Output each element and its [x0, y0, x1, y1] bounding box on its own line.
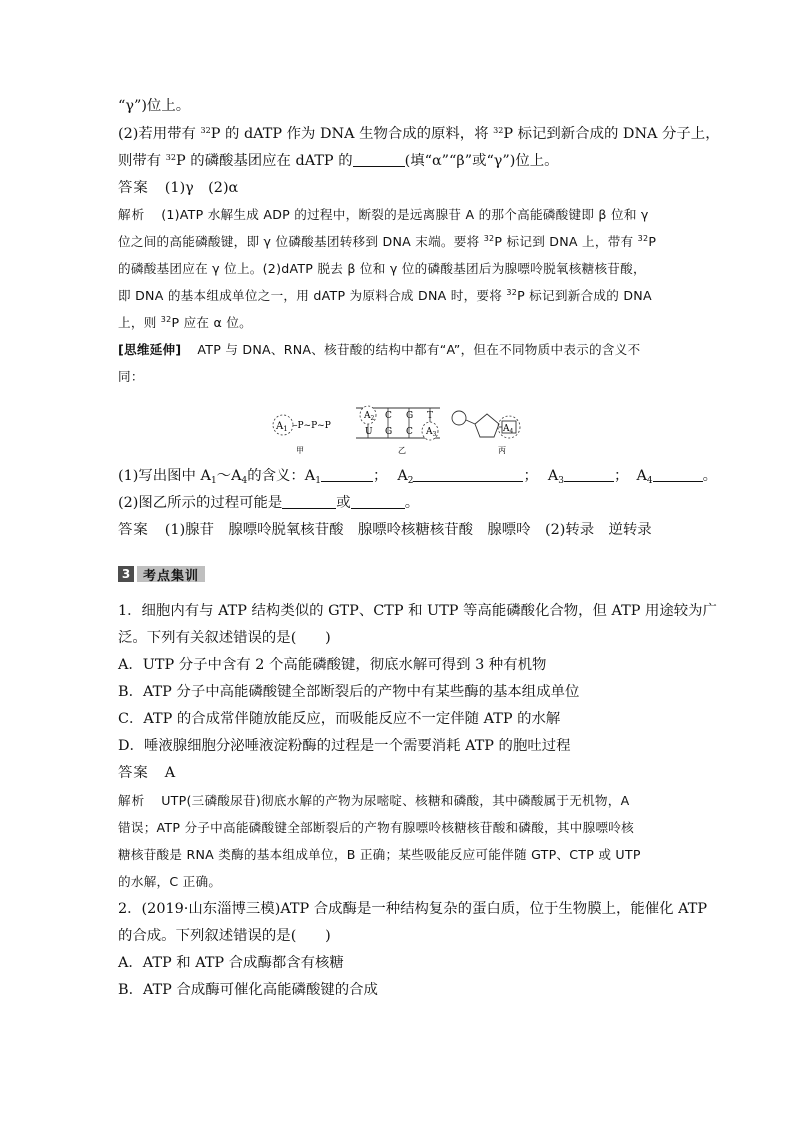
q1-option-b: B．ATP 分子中高能磷酸键全部断裂后的产物中有某些酶的基本组成单位: [118, 684, 580, 700]
prev-question-tail: “γ”)位上。: [118, 98, 191, 114]
q1-explanation-line1: 解析 UTP(三磷酸尿苷)彻底水解的产物为尿嘧啶、核糖和磷酸，其中磷酸属于无机物，A: [118, 793, 630, 808]
blank-a3: [564, 468, 614, 482]
yi-top-base-3: G: [406, 411, 414, 421]
yi-bottom-base-2: G: [385, 427, 393, 437]
q1-explanation-line4: 的水解，C 正确。: [118, 874, 222, 889]
q2-stem-line1: 2．(2019·山东淄博三模)ATP 合成酶是一种结构复杂的蛋白质，位于生物膜上，能催化 ATP: [118, 901, 708, 917]
q1-option-c: C．ATP 的合成常伴随放能反应，而吸能反应不一定伴随 ATP 的水解: [118, 711, 561, 727]
blank-process-1: [282, 495, 336, 509]
yi-bottom-base-1: U: [365, 427, 373, 437]
prev-question-part2-line1: (2)若用带有 $^{32}$P 的 dATP 作为 DNA 生物合成的原料，将 $^{32}$P 标记到新合成的 DNA 分子上，: [118, 126, 720, 142]
prev-explanation-line3: 的磷酸基团应在 γ 位上。(2)dATP 脱去 β 位和 γ 位的磷酸基团后为腺嘌呤脱氧核糖核苷酸，: [118, 261, 646, 276]
prev-explanation-line4: 即 DNA 的基本组成单位之一，用 dATP 为原料合成 DNA 时，要将 $^{32}$P 标记到新合成的 DNA: [118, 288, 652, 303]
q1-explanation-line3: 糖核苷酸是 RNA 类酶的基本组成单位，B 正确；某些吸能反应可能伴随 GTP、CTP 或 UTP: [118, 847, 641, 862]
section-header: [118, 565, 205, 583]
bing-phosphate-circle: [452, 411, 466, 425]
jia-node-label: $A_1$: [276, 421, 288, 433]
prev-explanation-line5: 上，则 $^{32}$P 应在 α 位。: [118, 315, 253, 330]
prev-explanation-line1: 解析 (1)ATP 水解生成 ADP 的过程中，断裂的是远离腺苷 A 的那个高能磷酸键即 β 位和 γ: [118, 207, 649, 222]
prev-explanation-line2: 位之间的高能磷酸键，即 γ 位磷酸基团转移到 DNA 末端。要将 $^{32}$P 标记到 DNA 上，带有 $^{32}$P: [118, 234, 657, 249]
blank-a1: [321, 468, 373, 482]
section-number: 3: [118, 566, 134, 582]
extension-answer: 答案 (1)腺苷 腺嘌呤脱氧核苷酸 腺嘌呤核糖核苷酸 腺嘌呤 (2)转录 逆转录: [118, 522, 652, 538]
yi-caption: 乙: [398, 446, 406, 455]
jia-phosphate-chain: –P~P~P: [293, 421, 331, 431]
q1-stem-line1: 1．细胞内有与 ATP 结构类似的 GTP、CTP 和 UTP 等高能磷酸化合物，但 ATP 用途较为广: [118, 603, 717, 619]
extension-q1: (1)写出图中 $A_1\sim A_4$的含义：$A_1$ ； $A_2$ ； $A_3$ ； $A_4$ 。: [118, 468, 717, 486]
extension-q2: (2)图乙所示的过程可能是 或 。: [118, 495, 420, 511]
q1-option-a: A．UTP 分子中含有 2 个高能磷酸键，彻底水解可得到 3 种有机物: [118, 657, 547, 673]
q2-option-a: A．ATP 和 ATP 合成酶都含有核糖: [118, 955, 344, 971]
prev-question-part2-line2: 则带有 $^{32}$P 的磷酸基团应在 dATP 的 (填“α”“β”或“γ”)位上。: [118, 153, 559, 169]
yi-base-pair-lines: [368, 408, 430, 438]
q2-option-b: B．ATP 合成酶可催化高能磷酸键的合成: [118, 982, 378, 998]
yi-bottom-base-3: C: [406, 427, 413, 437]
bing-bond-1: [466, 420, 475, 424]
extension-line2: 同：: [118, 369, 144, 384]
blank-a4: [653, 468, 703, 482]
section-title: 考点集训: [137, 566, 205, 582]
bing-node-label: $A_4$: [503, 424, 514, 435]
yi-bottom-base-4: $A_3$: [426, 427, 437, 438]
q1-answer: 答案 A: [118, 765, 176, 781]
blank-a2: [413, 468, 523, 482]
blank-process-2: [351, 495, 405, 509]
q1-option-d: D．唾液腺细胞分泌唾液淀粉酶的过程是一个需要消耗 ATP 的胞吐过程: [118, 738, 571, 754]
bing-pentose-pentagon: [475, 414, 499, 437]
yi-top-base-2: C: [385, 411, 392, 421]
q1-explanation-line2: 错误；ATP 分子中高能磷酸键全部断裂后的产物有腺嘌呤核糖核苷酸和磷酸，其中腺嘌呤核: [118, 820, 634, 835]
bing-caption: 丙: [498, 446, 506, 455]
jia-caption: 甲: [296, 446, 304, 455]
yi-top-base-1: $A_2$: [364, 411, 375, 422]
prev-answer-line: 答案 (1)γ (2)α: [118, 180, 239, 196]
yi-top-base-4: T: [427, 411, 434, 421]
q1-stem-line2: 泛。下列有关叙述错误的是( ): [118, 630, 331, 646]
extension-line1: [思维延伸] ATP 与 DNA、RNA、核苷酸的结构中都有“A”，但在不同物质中表示的含义不: [118, 342, 641, 357]
q2-stem-line2: 的合成。下列叙述错误的是( ): [118, 928, 331, 944]
